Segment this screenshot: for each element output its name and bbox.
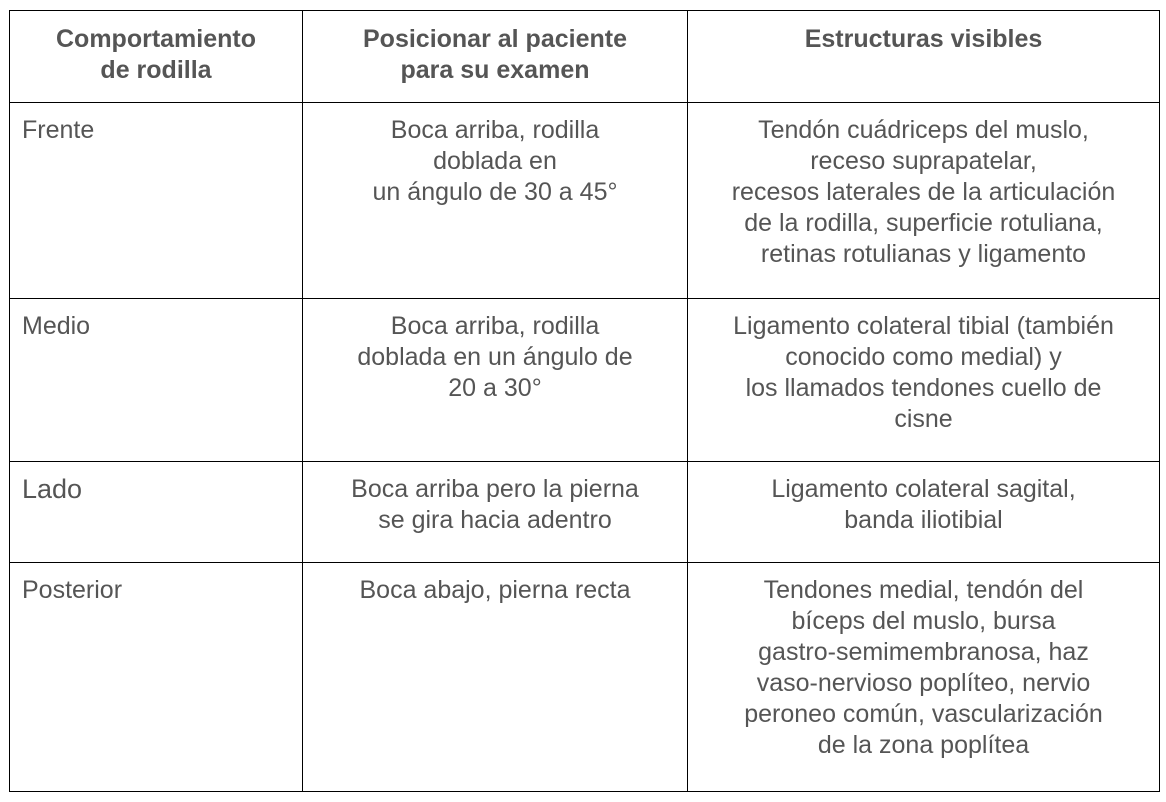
cell-line: banda iliotibial [844, 506, 1003, 534]
cell-line: Boca arriba, rodilla [390, 116, 600, 144]
cell-line: recesos laterales de la articulación [731, 178, 1116, 206]
cell-line: 20 a 30° [448, 374, 542, 402]
cell-line: de la rodilla, superficie rotuliana, [744, 209, 1103, 237]
row-position [303, 299, 688, 462]
cell-line: los llamados tendones cuello de [745, 374, 1102, 402]
row-name: Lado [10, 462, 303, 563]
row-position [303, 103, 688, 299]
row-position [303, 462, 688, 563]
cell-line: Tendones medial, tendón del [763, 576, 1084, 604]
row-name: Medio [10, 299, 303, 462]
header-row [10, 11, 1160, 103]
row-structures [688, 299, 1160, 462]
cell-line: Boca abajo, pierna recta [359, 576, 631, 604]
header-text: Posicionar al paciente [363, 25, 627, 53]
header-text: de rodilla [100, 56, 212, 84]
cell-line: Boca arriba, rodilla [390, 312, 600, 340]
knee-exam-table [9, 10, 1160, 792]
cell-line: de la zona poplítea [817, 731, 1030, 759]
cell-line: peroneo común, vascularización [744, 700, 1103, 728]
table-row [10, 299, 1160, 462]
row-name: Posterior [10, 563, 303, 792]
row-structures [688, 103, 1160, 299]
cell-line: conocido como medial) y [785, 343, 1062, 371]
cell-line: retinas rotulianas y ligamento [760, 240, 1087, 268]
cell-line: doblada en [433, 147, 557, 175]
cell-line: vaso-nervioso poplíteo, nervio [756, 669, 1091, 697]
table-row [10, 103, 1160, 299]
cell-line: Ligamento colateral sagital, [771, 475, 1076, 503]
cell-line: Boca arriba pero la pierna [351, 475, 639, 503]
table-row [10, 462, 1160, 563]
cell-line: bíceps del muslo, bursa [791, 607, 1056, 635]
header-patient-position [303, 11, 688, 103]
cell-line: receso suprapatelar, [810, 147, 1037, 175]
cell-line: se gira hacia adentro [378, 506, 612, 534]
table-row [10, 563, 1160, 792]
row-structures [688, 462, 1160, 563]
header-visible-structures [688, 11, 1160, 103]
header-text: Comportamiento [56, 25, 256, 53]
cell-line: un ángulo de 30 a 45° [372, 178, 618, 206]
header-text: para su examen [400, 56, 590, 84]
cell-line: Ligamento colateral tibial (también [733, 312, 1114, 340]
row-structures [688, 563, 1160, 792]
header-text: Estructuras visibles [804, 25, 1043, 53]
cell-line: doblada en un ángulo de [357, 343, 633, 371]
header-knee-behavior [10, 11, 303, 103]
row-name: Frente [10, 103, 303, 299]
cell-line: gastro-semimembranosa, haz [758, 638, 1089, 666]
cell-line: Tendón cuádriceps del muslo, [758, 116, 1089, 144]
row-position [303, 563, 688, 792]
cell-line: cisne [894, 405, 953, 433]
